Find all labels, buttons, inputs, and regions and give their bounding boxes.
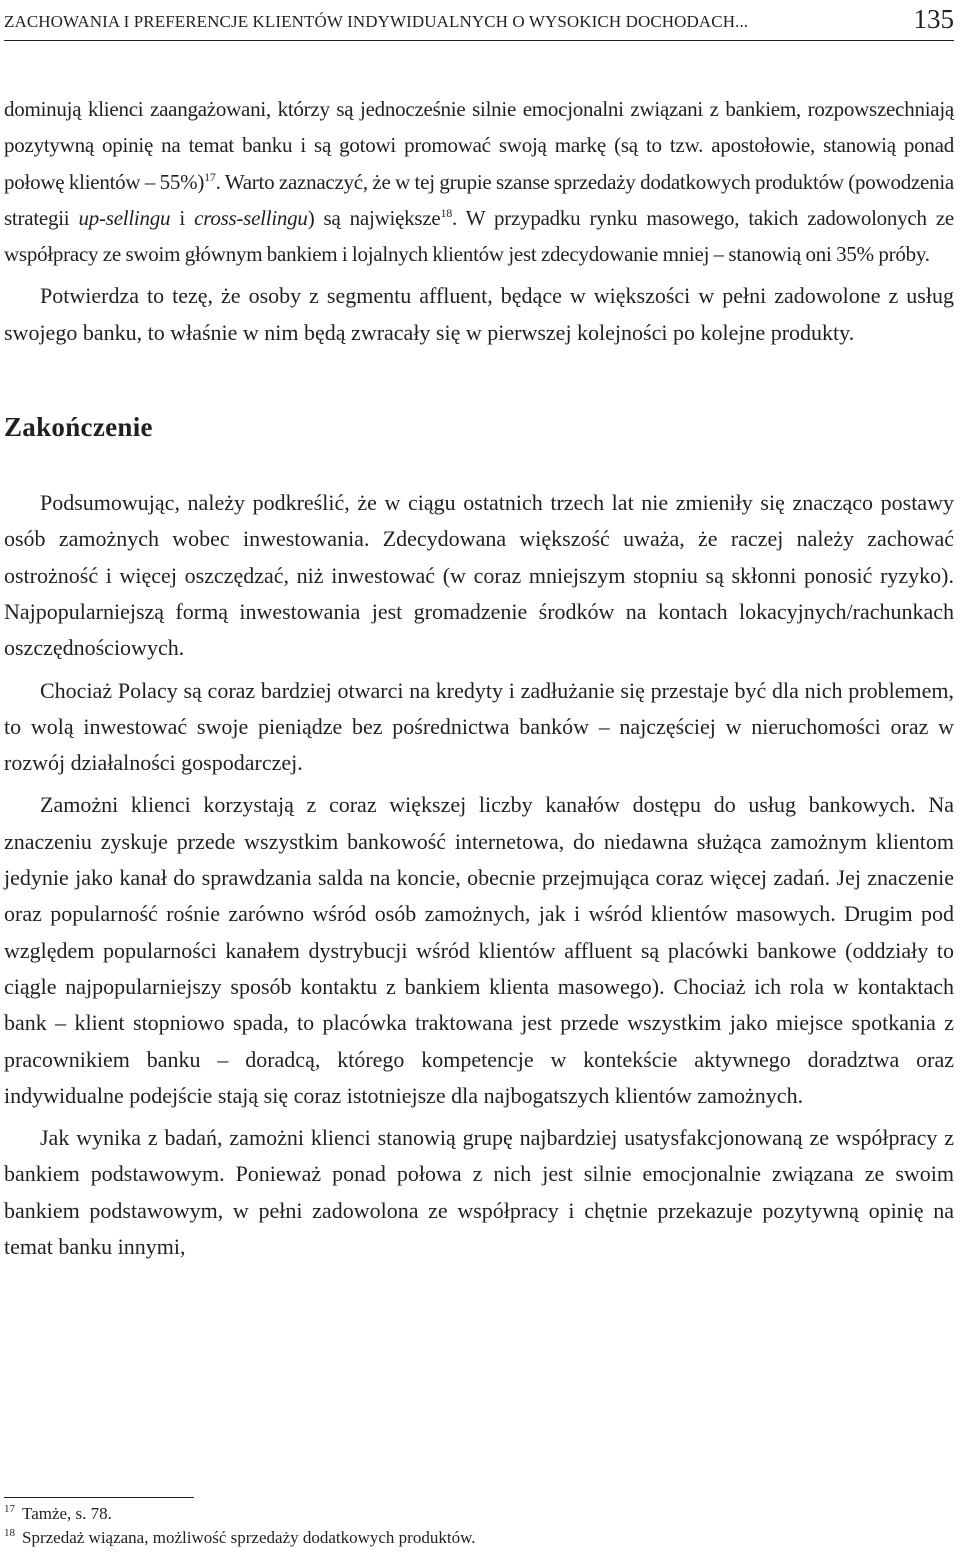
page-number: 135 bbox=[913, 4, 954, 34]
paragraph: Zamożni klienci korzystają z coraz większej liczby kanałów dostępu do usług bankowych. Na znaczeniu zyskuje przede wszystkim bankowość internetowa, do niedawna służąca zamożnym klientom jedynie jako kanał do sprawdzania salda na koncie, obecnie przejmująca coraz więcej zadań. Jej znaczenie oraz popularność rośnie zarówno wśród osób zamożnych, jak i wśród klientów masowych. Drugim pod względem popularności kanałem dystrybucji wśród klientów affluent są placówki bankowe (oddziały to ciągle najpopularniejszy sposób kontaktu z bankiem klienta masowego). Chociaż ich rola w kontaktach bank – klient stopniowo spada, to placówka traktowana jest przede wszystkim jako miejsce spotkania z pracownikiem banku – doradcą, którego kompetencje w kontekście aktywnego doradztwa oraz indywidualne podejście stają się coraz istotniejsze dla najbogatszych klientów zamożnych. bbox=[4, 792, 954, 1108]
paragraph: Potwierdza to tezę, że osoby z segmentu affluent, będące w większości w pełni zadowolone z usług swojego banku, to właśnie w nim będą zwracały się w pierwszej kolejności po kolejne produkty. bbox=[4, 283, 954, 345]
paragraph-text: ) są największe bbox=[307, 205, 441, 230]
paragraph: Podsumowując, należy podkreślić, że w ciągu ostatnich trzech lat nie zmieniły się znacząco postawy osób zamożnych wobec inwestowania. Zdecydowana większość uważa, że raczej należy zachować ostrożność i więcej oszczędzać, niż inwestować (w coraz mniejszym stopniu są skłonni ponosić ryzyko). Najpopularniejszą formą inwestowania jest gromadzenie środków na kontach lokacyjnych/rachunkach oszczędnościowych. bbox=[4, 490, 954, 661]
italic-term: up-sellingu bbox=[78, 205, 171, 230]
paragraph-text: . Warto zaznaczyć, że w tej grupie szanse sprzedaży dodatkowych produktów (powodzenia strategii bbox=[4, 169, 954, 230]
footnote-18: 18 Sprzedaż wiązana, możliwość sprzedaży dodatkowych produktów. bbox=[4, 1527, 476, 1547]
paragraph-text: . W przypadku rynku masowego, takich zadowolonych ze współpracy ze swoim głównym bankiem i lojalnych klientów jest zdecydowanie mniej – stanowią oni 35% próby. bbox=[4, 205, 955, 267]
footnote-ref-17[interactable]: 17 bbox=[204, 169, 216, 184]
footnotes bbox=[4, 1497, 954, 1550]
running-header bbox=[4, 4, 954, 41]
paragraph: Chociaż Polacy są coraz bardziej otwarci na kredyty i zadłużanie się przestaje być dla nich problemem, to wolą inwestować swoje pieniądze bez pośrednictwa banków – najczęściej w nieruchomości oraz w rozwój działalności gospodarczej. bbox=[4, 677, 954, 776]
paragraph-text: i bbox=[170, 205, 195, 230]
body-text bbox=[4, 91, 954, 1265]
footnote-text: Sprzedaż wiązana, możliwość sprzedaży dodatkowych produktów. bbox=[22, 1528, 476, 1547]
footnote-17: 17 Tamże, s. 78. bbox=[4, 1503, 112, 1523]
paragraph-text: dominują klienci zaangażowani, którzy są jednocześnie silnie emocjonalni związani z bankiem, rozpowszechniają pozytywną opinię na temat banku i są gotowi promować swoją markę (są to tzw. apostołowie, stanowią ponad połowę klientów – 55%) bbox=[4, 97, 954, 194]
footnote-divider bbox=[4, 1497, 194, 1498]
footnote-text: Tamże, s. 78. bbox=[22, 1504, 112, 1523]
section-heading: Zakończenie bbox=[4, 412, 153, 443]
paragraph: Jak wynika z badań, zamożni klienci stanowią grupę najbardziej usatysfakcjonowaną ze współpracy z bankiem podstawowym. Ponieważ ponad połowa z nich jest silnie emocjonalnie związana ze swoim bankiem podstawowym, w pełni zadowolona ze współpracy i chętnie przekazuje pozytywną opinię na temat banku innymi, bbox=[4, 1125, 954, 1260]
italic-term: cross-sellingu bbox=[194, 205, 308, 230]
paragraph-continuation bbox=[4, 91, 954, 272]
document-page bbox=[4, 0, 954, 1554]
running-title: ZACHOWANIA I PREFERENCJE KLIENTÓW INDYWIDUALNYCH O WYSOKICH DOCHODACH... bbox=[4, 12, 749, 31]
footnote-ref-18[interactable]: 18 bbox=[440, 205, 452, 220]
